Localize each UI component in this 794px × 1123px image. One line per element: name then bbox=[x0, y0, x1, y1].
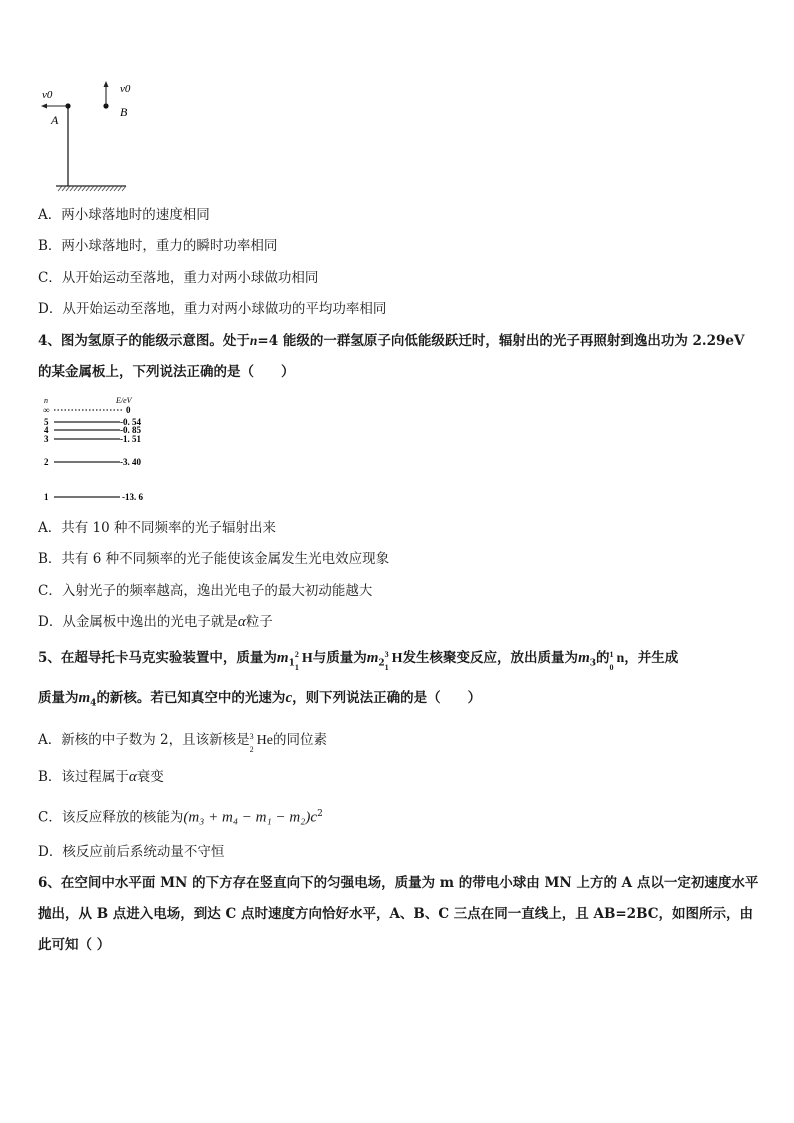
q4-stem-line2: 的某金属板上，下列说法正确的是（ ） bbox=[38, 364, 295, 380]
nuclide-tritium: 3 1 H bbox=[384, 650, 403, 672]
q6-stem-line1: 6、在空间中水平面 MN 的下方存在竖直向下的匀强电场，质量为 m 的带电小球由 MN 上方的 A 点以一定初速度水平 bbox=[38, 875, 759, 891]
q3-option-b: B．两小球落地时，重力的瞬时功率相同 bbox=[38, 238, 278, 254]
q4-option-c: C．入射光子的频率越高，逸出光电子的最大初动能越大 bbox=[38, 583, 373, 599]
q4-stem-line1: 4、图为氢原子的能级示意图。处于n=4 能级的一群氢原子向低能级跃迁时，辐射出的光子再照射到逸出功为 2.29eV bbox=[38, 333, 745, 349]
label-b: B bbox=[120, 105, 128, 119]
ground-hatching bbox=[58, 186, 126, 191]
energy-formula: (m₃ + m₄ − m₁ − m₂)c bbox=[183, 809, 318, 826]
level-e-3: -1. 51 bbox=[120, 434, 141, 444]
level-e-5: -0. 54 bbox=[120, 417, 141, 427]
q5-stem-line1: 5、在超导托卡马克实验装置中，质量为$m_1$ 2 1 H与质量为$m_2$ 3 1 H发生核聚变反应，放出质量为$m_3$的 1 0 n，并生成 bbox=[38, 650, 679, 672]
nuclide-deuterium: 2 1 H bbox=[294, 650, 313, 672]
q5-option-a: A．新核的中子数为 2，且该新核是 3 2 He的同位素 bbox=[38, 732, 327, 754]
q4-option-b: B．共有 6 种不同频率的光子能使该金属发生光电效应现象 bbox=[38, 551, 390, 567]
q6-stem-line3: 此可知（ ） bbox=[38, 937, 111, 953]
q3-option-d: D．从开始运动至落地，重力对两小球做功的平均功率相同 bbox=[38, 301, 387, 317]
level-n-2: 2 bbox=[44, 457, 49, 467]
arrowhead-b-icon bbox=[104, 81, 109, 87]
nuclide-helium3: 3 2 He bbox=[249, 732, 273, 754]
label-a: A bbox=[51, 113, 59, 127]
n-header: n bbox=[44, 396, 48, 405]
level-n-1: 1 bbox=[44, 492, 49, 502]
arrowhead-a-icon bbox=[41, 104, 47, 109]
level-e-2: -3. 40 bbox=[120, 457, 141, 467]
nuclide-neutron: 1 0 n bbox=[609, 650, 625, 672]
level-n-4: 4 bbox=[44, 425, 49, 435]
level-e-1: -13. 6 bbox=[122, 492, 143, 502]
level-n-5: 5 bbox=[44, 417, 49, 427]
e-header: E/eV bbox=[116, 396, 132, 405]
level-n-3: 3 bbox=[44, 434, 49, 444]
q5-option-d: D．核反应前后系统动量不守恒 bbox=[38, 844, 225, 860]
q3-option-c: C．从开始运动至落地，重力对两小球做功相同 bbox=[38, 270, 319, 286]
q5-option-c: C．该反应释放的核能为$(m_3 + m_4 - m_1 - m_2)c^2$ bbox=[38, 809, 323, 826]
level-e-inf: 0 bbox=[126, 405, 131, 415]
q3-option-a: A．两小球落地时的速度相同 bbox=[38, 207, 210, 223]
q4-option-a: A．共有 10 种不同频率的光子辐射出来 bbox=[38, 520, 277, 536]
q5-stem-line2: 质量为$m_4$的新核。若已知真空中的光速为c，则下列说法正确的是（ ） bbox=[38, 690, 482, 709]
v0-label-a: v0 bbox=[42, 89, 53, 101]
energy-level-diagram bbox=[40, 394, 180, 506]
q6-stem-line2: 抛出，从 B 点进入电场，到达 C 点时速度方向恰好水平，A、B、C 三点在同一直线上，且 AB=2BC，如图所示，由 bbox=[38, 906, 753, 922]
q5-option-b: B．该过程属于α衰变 bbox=[38, 769, 164, 785]
q4-option-d: D．从金属板中逸出的光电子就是α粒子 bbox=[38, 614, 273, 630]
q3-projectile-figure bbox=[38, 78, 138, 200]
v0-label-b: v0 bbox=[120, 83, 131, 95]
level-n-inf: ∞ bbox=[43, 405, 50, 415]
level-e-4: -0. 85 bbox=[120, 425, 141, 435]
